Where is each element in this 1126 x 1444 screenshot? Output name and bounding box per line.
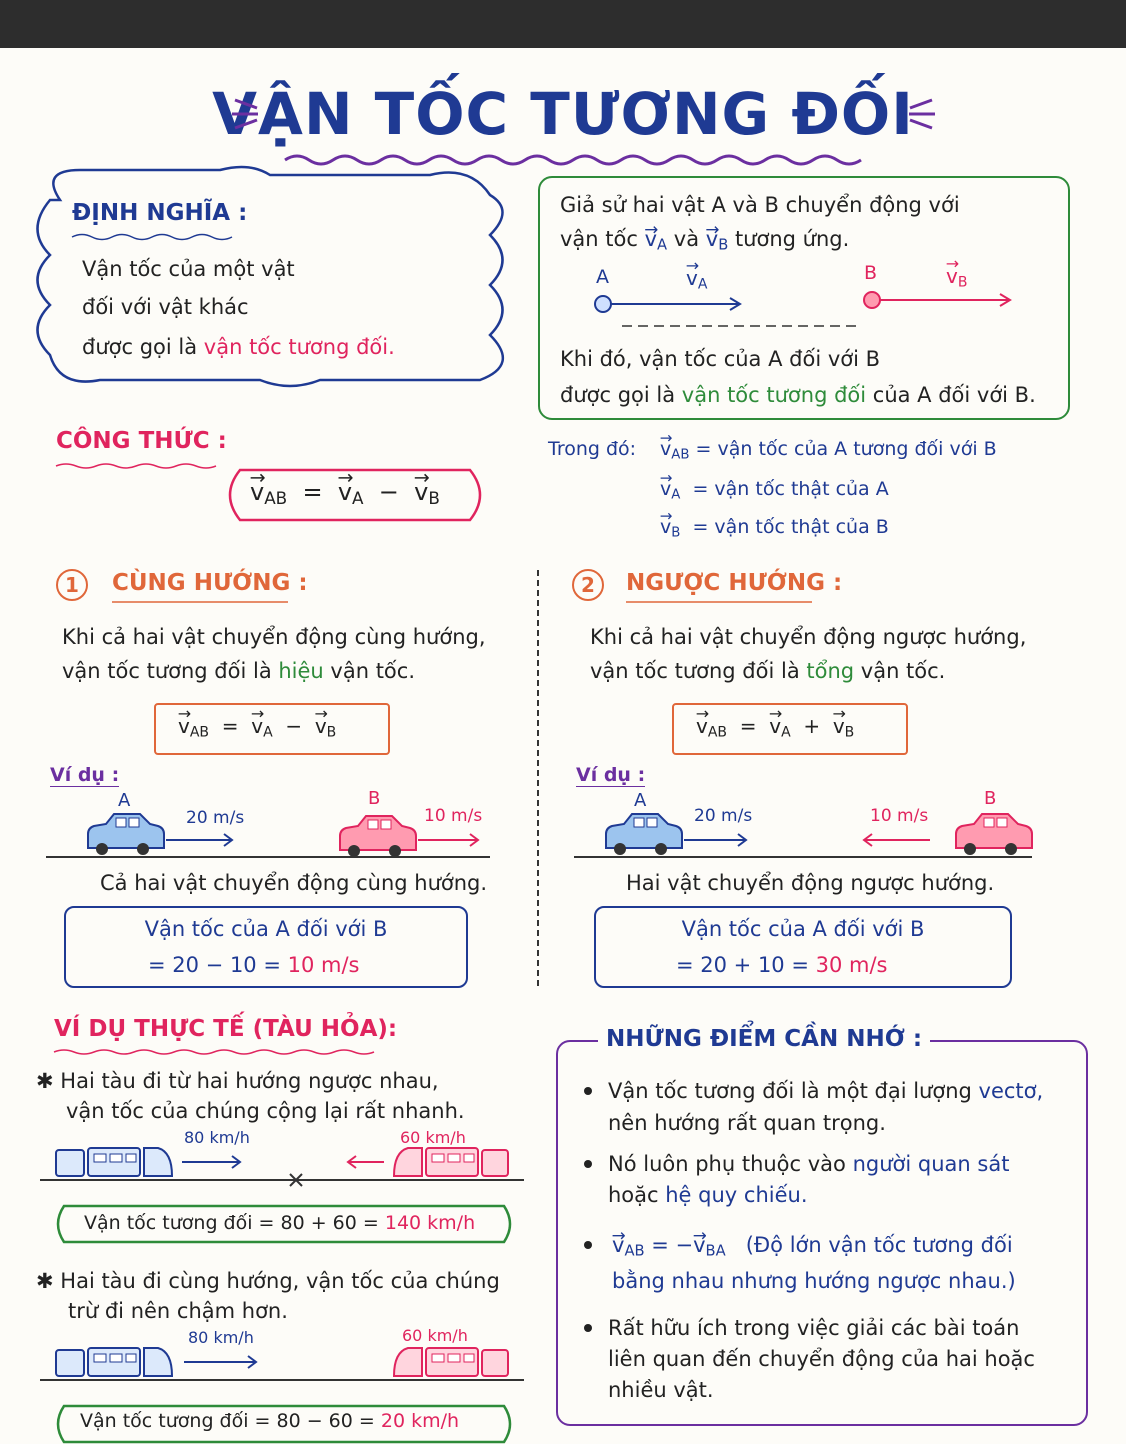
train-same-result: Vận tốc tương đối = 80 − 60 = 20 km/h [80,1410,460,1432]
same-result-line1: Vận tốc của A đối với B [144,917,388,941]
definition-heading: ĐỊNH NGHĨA : [72,200,248,226]
opposite-result-line2: = 20 + 10 = 30 m/s [676,953,888,977]
train-opp-speed2: 60 km/h [400,1128,466,1147]
formula-def-ab: → $v_{AB}$ = vận tốc của A tương đối với B [660,438,997,462]
opposite-result-line1: Vận tốc của A đối với B [681,917,925,941]
definition-line2: đối với vật khác [82,295,249,319]
note4-line3: nhiều vật. [608,1378,714,1402]
opposite-speed-b: 10 m/s [870,806,929,826]
note2-line2: hoặc hệ quy chiếu. [608,1183,808,1207]
suppose-vector-b-label: → $v_B$ [946,264,967,291]
asterisk-icon: ✱ [36,1269,61,1293]
train-same-speed2: 60 km/h [402,1326,468,1345]
suppose-label-b: B [864,262,878,284]
note2-line1: Nó luôn phụ thuộc vào người quan sát [608,1152,1010,1176]
formula-heading: CÔNG THỨC : [56,428,227,454]
same-speed-a: 20 m/s [186,808,245,828]
same-line2: vận tốc tương đối là hiệu vận tốc. [62,659,415,683]
asterisk-icon: ✱ [36,1069,61,1093]
train-opp-result: Vận tốc tương đối = 80 + 60 = 140 km/h [84,1212,476,1234]
train-same-line2: trừ đi nên chậm hơn. [68,1299,288,1323]
same-speed-b: 10 m/s [424,806,483,826]
opposite-heading: NGƯỢC HƯỚNG : [626,570,843,596]
opposite-line1: Khi cả hai vật chuyển động ngược hướng, [590,625,1027,649]
suppose-label-a: A [596,266,609,288]
formula-where: Trong đó: [548,438,637,460]
opposite-car-b-label: B [984,788,997,809]
definition-line1: Vận tốc của một vật [82,257,295,281]
note3-line1: → $v_{AB}$ = −→ $v_{BA}$ (Độ lớn vận tốc tương đối [612,1226,1013,1271]
suppose-line2: vận tốc → $v_A$ và → $v_B$ tương ứng. [560,220,849,265]
note1-line2: nên hướng rất quan trọng. [608,1111,886,1135]
same-line1: Khi cả hai vật chuyển động cùng hướng, [62,625,486,649]
suppose-line4: được gọi là vận tốc tương đối của A đối với B. [560,383,1036,407]
opposite-car-a-label: A [634,790,647,811]
same-heading: CÙNG HƯỚNG : [112,570,308,596]
opposite-line2: vận tốc tương đối là tổng vận tốc. [590,659,946,683]
train-heading: VÍ DỤ THỰC TẾ (TÀU HỎA): [54,1016,398,1042]
train-same-speed1: 80 km/h [188,1328,254,1347]
notes-heading: NHỮNG ĐIỂM CẦN NHỚ : [598,1026,930,1052]
suppose-line1: Giả sử hai vật A và B chuyển động với [560,193,960,217]
same-example-label: Ví dụ : [50,764,120,786]
same-formula: → $v_{AB}$ = → $v_A$ − → $v_B$ [178,714,336,741]
note1-line1: Vận tốc tương đối là một đại lượng vectơ, [608,1079,1044,1103]
same-car-b-label: B [368,788,381,809]
opposite-formula: → $v_{AB}$ = → $v_A$ + → $v_B$ [696,714,854,741]
formula-main: → $v_{AB}$ = → $v_A$ − → $v_B$ [250,478,440,508]
same-result-line2: = 20 − 10 = 10 m/s [148,953,360,977]
definition-line3: được gọi là vận tốc tương đối. [82,335,395,359]
formula-def-b: → $v_B$ = vận tốc thật của B [660,516,889,540]
same-car-a-label: A [118,790,131,811]
note4-line2: liên quan đến chuyển động của hai hoặc [608,1347,1035,1371]
train-opp-line1: ✱ Hai tàu đi từ hai hướng ngược nhau, [36,1069,439,1093]
formula-def-a: → $v_A$ = vận tốc thật của A [660,478,889,502]
opposite-example-label: Ví dụ : [576,764,646,786]
same-caption: Cả hai vật chuyển động cùng hướng. [100,871,488,895]
same-number: 1 [65,573,79,597]
opposite-number: 2 [581,573,595,597]
note3-line2: bằng nhau nhưng hướng ngược nhau.) [612,1269,1016,1293]
note4-line1: Rất hữu ích trong việc giải các bài toán [608,1316,1020,1340]
page-title: VẬN TỐC TƯƠNG ĐỐI [212,80,914,148]
suppose-vector-a-label: → $v_A$ [686,266,707,293]
suppose-line3: Khi đó, vận tốc của A đối với B [560,347,881,371]
opposite-caption: Hai vật chuyển động ngược hướng. [626,871,995,895]
train-opp-speed1: 80 km/h [184,1128,250,1147]
train-same-line1: ✱ Hai tàu đi cùng hướng, vận tốc của chúng [36,1269,500,1293]
train-opp-line2: vận tốc của chúng cộng lại rất nhanh. [66,1099,465,1123]
opposite-speed-a: 20 m/s [694,806,753,826]
